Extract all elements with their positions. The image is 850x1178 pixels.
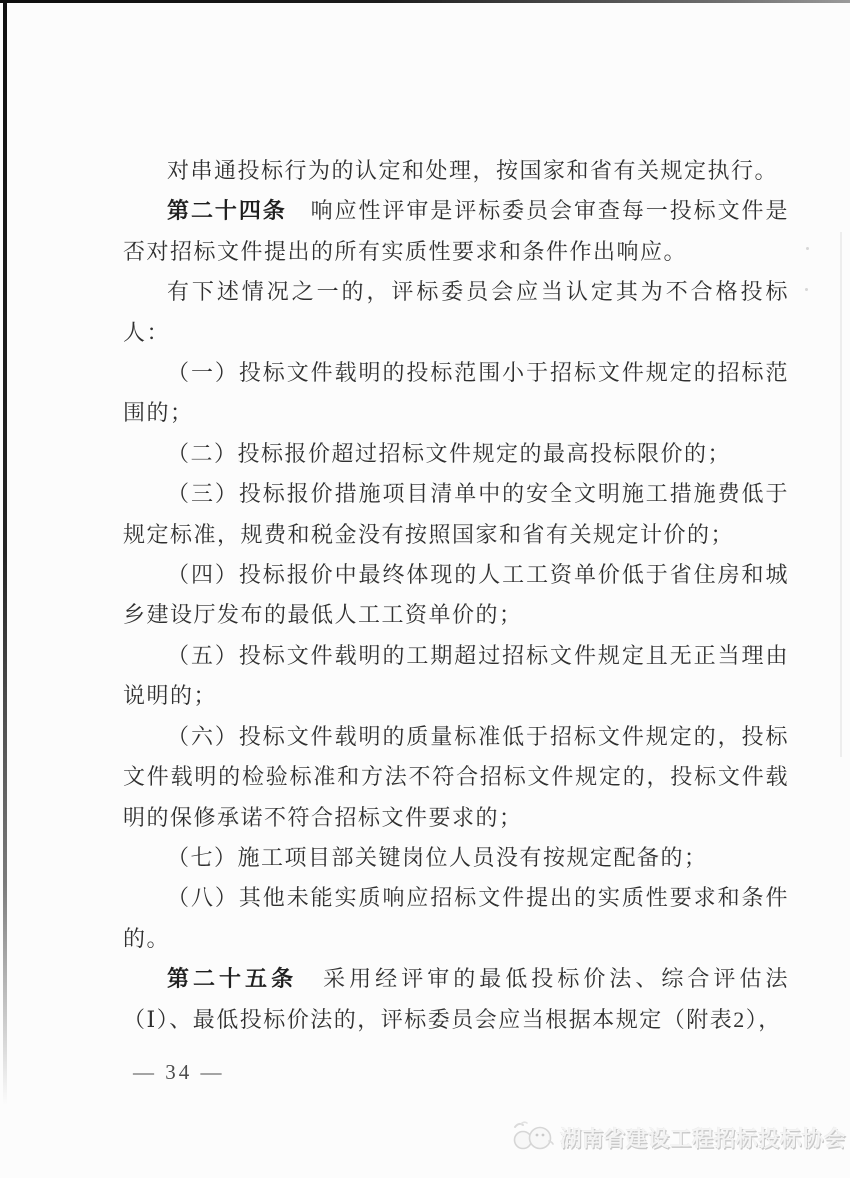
association-bird-logo-icon (511, 1118, 555, 1156)
scan-edge-right (840, 232, 842, 757)
association-watermark-label: 湖南省建设工程招标投标协会 (560, 1126, 847, 1151)
article-number: 第二十四条 (167, 198, 287, 224)
article-number: 第二十五条 (167, 966, 298, 992)
paragraph: （七）施工项目部关键岗位人员没有按规定配备的； (167, 844, 708, 870)
paragraph: （三）投标报价措施项目清单中的安全文明施工措施费低于规定标准，规费和税金没有按照国家和省有关规定计价的； (123, 481, 789, 547)
page-number: — 34 — (133, 1060, 225, 1084)
paragraph: （四）投标报价中最终体现的人工工资单价低于省住房和城乡建设厅发布的最低人工工资单价的； (123, 562, 789, 628)
paragraph: （五）投标文件载明的工期超过招标文件规定且无正当理由说明的； (123, 642, 789, 709)
paragraph: （六）投标文件载明的质量标准低于招标文件规定的，投标文件载明的检验标准和方法不符合招标文件规定的，投标文件载明的保修承诺不符合招标文件要求的； (123, 723, 789, 830)
paragraph: 第二十五条 采用经评审的最低投标价法、综合评估法（Ⅰ）、最低投标价法的，评标委员会应当根据本规定（附表2）， (123, 966, 789, 1032)
scan-edge-left (3, 0, 7, 1105)
paragraph: （八）其他未能实质响应招标文件提出的实质性要求和条件的。 (123, 885, 789, 951)
paragraph: （二）投标报价超过招标文件规定的最高投标限价的； (167, 440, 732, 466)
document-body (123, 151, 789, 1040)
paragraph: （一）投标文件载明的投标范围小于招标文件规定的招标范围的； (123, 360, 789, 426)
scan-edge-top (0, 0, 850, 3)
association-watermark (511, 1118, 846, 1156)
paragraph: 对串通投标行为的认定和处理，按国家和省有关规定执行。 (167, 158, 779, 183)
scan-speck (806, 247, 809, 250)
paragraph: 第二十四条 响应性评审是评标委员会审查每一投标文件是否对招标文件提出的所有实质性要求和条件作出响应。 (123, 198, 789, 264)
paragraph: 有下述情况之一的，评标委员会应当认定其为不合格投标人： (123, 279, 789, 345)
scan-speck (805, 288, 808, 291)
